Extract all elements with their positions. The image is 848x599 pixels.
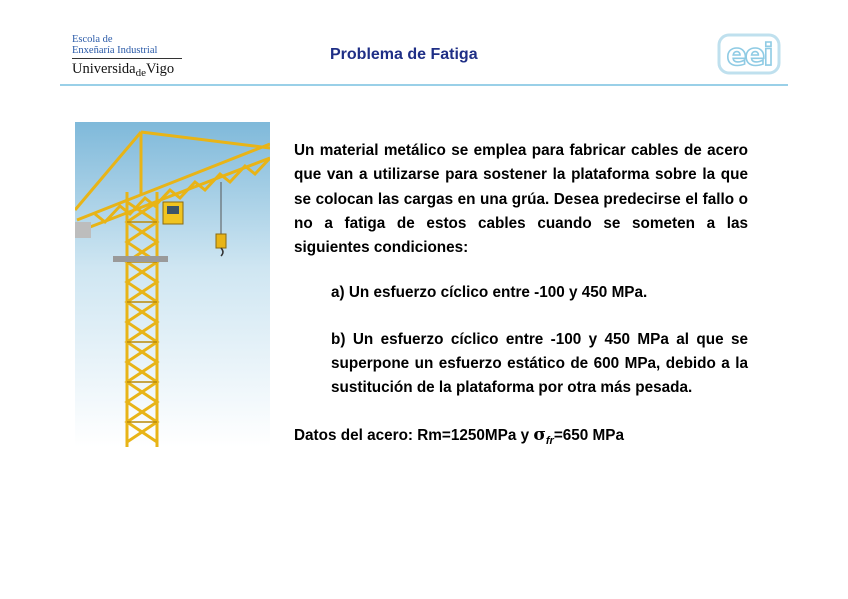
sigma-symbol: σ <box>533 424 546 445</box>
logo-line-2: Enxeñaría Industrial <box>72 45 158 56</box>
logo-uni-b: Vigo <box>146 61 175 77</box>
eei-logo-text: eei <box>726 38 772 73</box>
eei-logo <box>716 29 782 77</box>
steel-data-prefix: Datos del acero: Rm=1250MPa y <box>294 426 534 444</box>
steel-data <box>294 423 748 449</box>
logo-uni-a: Universida <box>72 61 136 77</box>
condition-a: a) Un esfuerzo cíclico entre -100 y 450 MPa. <box>331 284 648 302</box>
crane-image <box>75 122 270 447</box>
university-logo <box>72 34 192 78</box>
condition-b: b) Un esfuerzo cíclico entre -100 y 450 MPa al que se superpone un esfuerzo estático de 600 MPa, debido a la sustitución de la plataforma por otra más pesada. <box>331 330 748 397</box>
logo-uni-de: de <box>135 67 147 79</box>
steel-data-suffix: =650 MPa <box>553 426 625 444</box>
logo-university <box>72 61 192 78</box>
problem-statement <box>294 139 748 449</box>
sigma-subscript: fr <box>545 434 554 447</box>
logo-rule <box>72 58 182 59</box>
header-divider <box>60 84 788 86</box>
page-title: Problema de Fatiga <box>330 46 478 63</box>
intro-paragraph: Un material metálico se emplea para fabricar cables de acero que van a utilizarse para sostener la plataforma sobre la que se colocan las cargas en una grúa. Desea predecirse el fallo o no a fatiga de estos cables cuando se someten a las siguientes condiciones: <box>294 142 748 257</box>
logo-line-1: Escola de <box>72 34 113 45</box>
crane-icon <box>75 122 270 447</box>
